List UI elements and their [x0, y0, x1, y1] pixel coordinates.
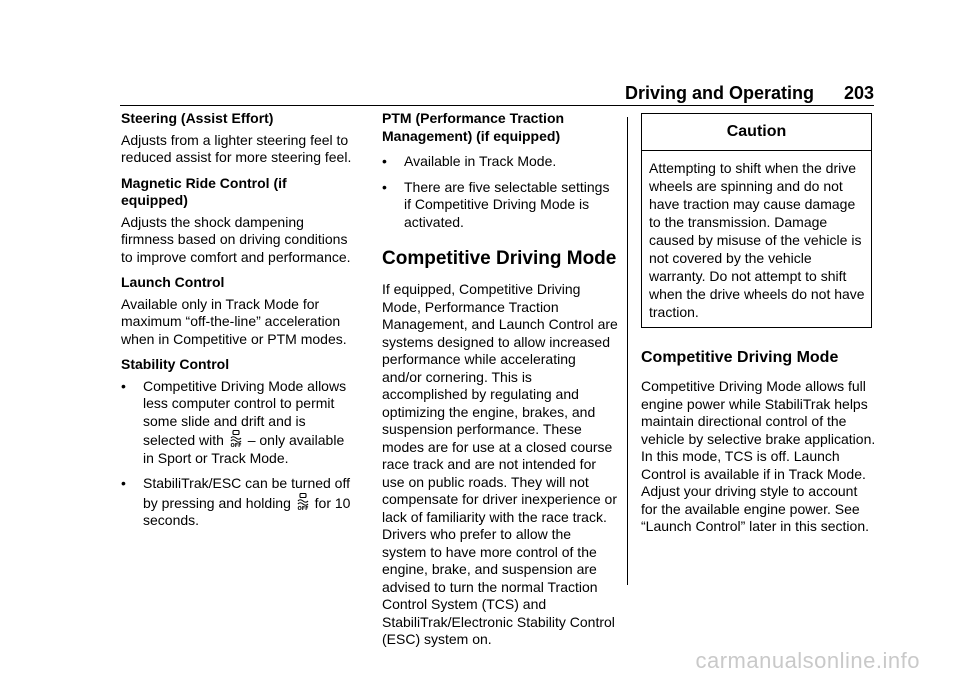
bullet-dot: • — [382, 178, 387, 195]
magnetic-ride-body: Adjusts the shock dampening firmness based on driving conditions to improve comfort and performance. — [121, 213, 351, 265]
stability-bullet-2-text-a: StabiliTrak/ESC can be turned off by pressing and holding — [143, 475, 350, 511]
bullet-dot: • — [121, 377, 126, 394]
stability-bullet-2 — [121, 475, 357, 530]
bullet-dot: • — [121, 475, 126, 491]
bullet-dot: • — [382, 153, 387, 169]
column-divider — [627, 117, 628, 585]
stability-bullet-2-text-b: for 10 seconds. — [143, 494, 351, 528]
page-header — [120, 82, 874, 104]
launch-control-heading: Launch Control — [121, 274, 225, 290]
steering-heading: Steering (Assist Effort) — [121, 110, 274, 126]
stability-bullet-1 — [121, 378, 357, 468]
esc-off-icon — [297, 493, 309, 511]
caution-body: Attempting to shift when the drive wheels are spinning and do not have traction may cause damage to the transmission. Damage caused by misuse of the vehicle is not covered by the vehicle warranty. Do not attempt to shift when the drive wheels do not have traction. — [649, 160, 865, 320]
watermark: carmanualsonline.info — [695, 648, 920, 673]
caution-title: Caution — [642, 114, 871, 151]
svg-text:OFF: OFF — [230, 443, 242, 448]
stability-bullet-1-text-b: – only available in Sport or Track Mode. — [143, 432, 345, 466]
column-middle — [382, 110, 618, 657]
ptm-bullet-1-text: Available in Track Mode. — [404, 153, 557, 169]
svg-text:OFF: OFF — [297, 505, 309, 511]
ptm-bullet-1 — [382, 153, 618, 171]
page-number: 203 — [843, 83, 874, 103]
competitive-driving-subheading: Competitive Driving Mode — [641, 349, 839, 366]
competitive-driving-heading: Competitive Driving Mode — [382, 248, 617, 269]
launch-control-body: Available only in Track Mode for maximum “off-the-line” acceleration when in Competitive or PTM modes. — [121, 295, 347, 347]
competitive-driving-body: If equipped, Competitive Driving Mode, Performance Traction Management, and Launch Control are systems designed to allow increased performance while accelerating and/or cornering. This is accomplished by regulating and optimizing the engine, brakes, and suspension performance. These modes are for use at a closed course race track and are not intended for use on public roads. They will not compensate for driver inexperience or lack of familiarity with the race track. Drivers who prefer to allow the system to have more control of the engine, brake, and suspension are advised to turn the normal Traction Control System (TCS) and StabiliTrak/Electronic Stability Control (ESC) system on. — [382, 281, 618, 647]
column-right — [641, 113, 877, 544]
header-rule — [120, 105, 874, 106]
ptm-bullet-2 — [382, 179, 618, 232]
esc-off-icon — [230, 430, 242, 448]
ptm-heading: PTM (Performance Traction Management) (if equipped) — [382, 110, 565, 144]
magnetic-ride-heading: Magnetic Ride Control (if equipped) — [121, 174, 287, 208]
column-left — [121, 110, 357, 538]
steering-body: Adjusts from a lighter steering feel to reduced assist for more steering feel. — [121, 131, 352, 165]
ptm-bullet-2-text: There are five selectable settings if Competitive Driving Mode is activated. — [404, 178, 610, 230]
caution-box — [641, 113, 872, 328]
stability-bullet-1-text-a: Competitive Driving Mode allows less computer control to permit some slide and drift and is selected with — [143, 377, 347, 448]
competitive-driving-mode-body: Competitive Driving Mode allows full engine power while StabiliTrak helps maintain directional control of the vehicle by selective brake application. In this mode, TCS is off. Launch Control is available if in Track Mode. Adjust your driving style to account for the available engine power. See “Launch Control” later in this section. — [641, 378, 876, 534]
section-title: Driving and Operating — [624, 83, 814, 103]
stability-control-heading: Stability Control — [121, 356, 230, 372]
